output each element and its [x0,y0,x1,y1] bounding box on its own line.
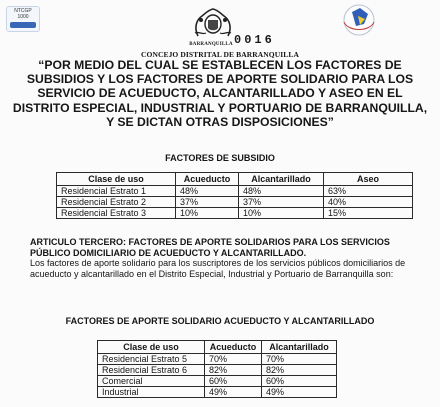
table-cell: 48% [239,186,324,197]
column-header: Clase de uso [98,341,205,354]
table-cell: Industrial [98,387,205,398]
table-row [98,376,337,387]
seal-label: BARRANQUILLA [189,42,233,47]
table-row [98,365,337,376]
table-cell: 40% [324,197,413,208]
table-row [57,186,413,197]
column-header: Alcantarillado [262,341,337,354]
table-cell: Residencial Estrato 1 [57,186,176,197]
table-cell: 49% [262,387,337,398]
article-section [30,237,420,279]
table-cell: 60% [262,376,337,387]
table-cell: Comercial [98,376,205,387]
solidarity-table [97,340,337,398]
column-header: Aseo [324,173,413,186]
table-row [98,387,337,398]
table-cell: Residencial Estrato 2 [57,197,176,208]
document-number: 0016 [234,33,275,47]
table-cell: 70% [262,354,337,365]
column-header: Alcantarillado [239,173,324,186]
table-row [57,197,413,208]
subsidy-table-header [57,173,413,186]
certification-seal-icon [338,2,380,38]
certification-logo-bar [10,22,36,28]
solidarity-heading: FACTORES DE APORTE SOLIDARIO ACUEDUCTO Y ALCANTARILLADO [65,316,375,326]
column-header: Clase de uso [57,173,176,186]
subsidy-table [56,172,413,219]
certification-logo [6,6,40,32]
table-cell: 15% [324,208,413,219]
certification-logo-line2: 1000 [17,14,29,20]
table-row [57,208,413,219]
solidarity-table-header [98,341,337,354]
table-cell: 70% [205,354,262,365]
document-title: “POR MEDIO DEL CUAL SE ESTABLECEN LOS FACTORES DE SUBSIDIOS Y LOS FACTORES DE APORTE SOLIDARIO PARA LOS SERVICIO DE ACUEDUCTO, ALCANTARILLADO Y ASEO EN EL DISTRITO ESPECIAL, INDUSTRIAL Y PORTUARIO DE BARRANQUILLA, Y SE DICTAN OTRAS DISPOSICIONES” [12,58,428,129]
table-cell: 37% [239,197,324,208]
table-cell: 63% [324,186,413,197]
table-cell: 37% [176,197,239,208]
column-header: Acueducto [205,341,262,354]
table-cell: 48% [176,186,239,197]
certification-logo-line1: NTCGP [14,8,32,14]
table-cell: Residencial Estrato 6 [98,365,205,376]
table-cell: 82% [205,365,262,376]
table-cell: 10% [239,208,324,219]
column-header: Acueducto [176,173,239,186]
table-cell: 10% [176,208,239,219]
table-cell: 49% [205,387,262,398]
table-cell: Residencial Estrato 5 [98,354,205,365]
coat-of-arms-icon [190,6,236,40]
table-cell: 60% [205,376,262,387]
article-heading: ARTICULO TERCERO: FACTORES DE APORTE SOLIDARIOS PARA LOS SERVICIOS PÚBLICO DOMICILIARIO DE ACUEDUCTO Y ALCANTARILLADO. [30,237,390,258]
subsidy-heading: FACTORES DE SUBSIDIO [165,153,275,163]
council-name: CONCEJO DISTRITAL DE BARRANQUILLA [141,50,299,59]
table-cell: Residencial Estrato 3 [57,208,176,219]
table-cell: 82% [262,365,337,376]
article-body: Los factores de aporte solidario para los suscriptores de los servicios públicos domiciliarios de acueducto y alcantarillado en el Distrito Especial, Industrial y Portuario de Barranquilla son: [30,258,406,279]
table-row [98,354,337,365]
